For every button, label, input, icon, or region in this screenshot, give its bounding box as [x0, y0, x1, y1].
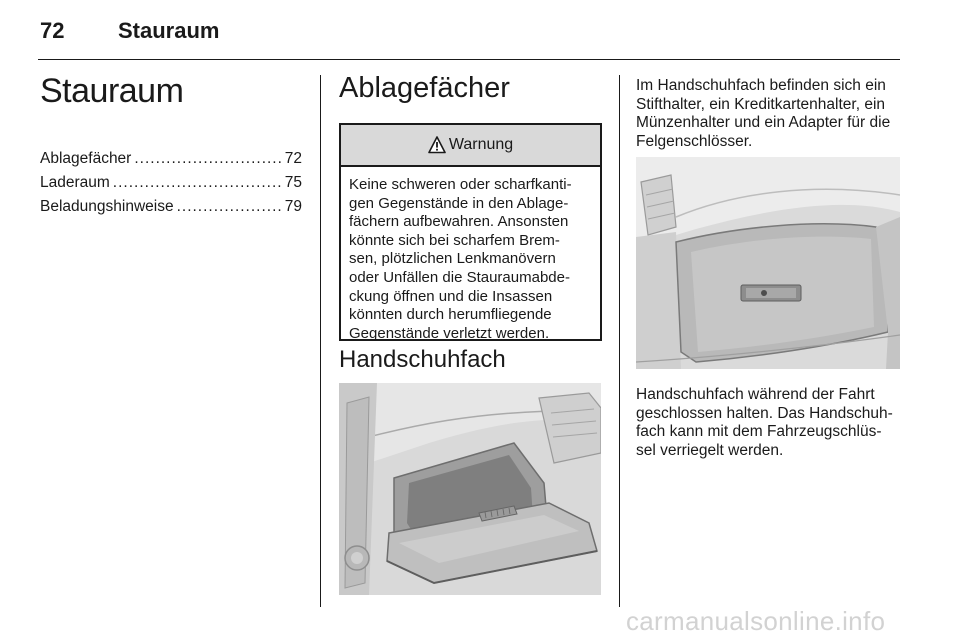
chapter-title: Stauraum — [118, 18, 220, 43]
paragraph-line: Münzenhalter und ein Adapter für die — [636, 114, 891, 132]
toc-leader-dots — [134, 150, 281, 168]
toc-entry-beladungshinweise[interactable] — [40, 198, 302, 222]
warning-body — [341, 167, 600, 343]
glovebox-closed-illustration — [636, 157, 900, 369]
warning-line: ckung öffnen und die Insassen — [349, 287, 553, 305]
paragraph-line: Handschuhfach während der Fahrt — [636, 386, 875, 403]
warning-line: fächern aufbewahren. Ansonsten — [349, 213, 569, 231]
toc-entry-laderaum[interactable] — [40, 174, 302, 198]
section-title: Stauraum — [40, 72, 184, 110]
warning-header — [341, 125, 600, 167]
paragraph-line: Im Handschuhfach befinden sich ein — [636, 77, 886, 94]
toc-page: 79 — [284, 198, 302, 215]
toc-label: Beladungshinweise — [40, 198, 174, 215]
column-divider-right — [619, 75, 620, 607]
warning-line: Gegenstände verletzt werden. — [349, 324, 550, 342]
fahrt-text — [636, 386, 904, 460]
warning-line: oder Unfällen die Stauraumabde- — [349, 268, 570, 286]
toc-page: 72 — [284, 150, 302, 167]
warning-line: sen, plötzlichen Lenkmanövern — [349, 250, 556, 268]
intro-text — [636, 77, 904, 151]
header-rule — [38, 59, 900, 60]
table-of-contents — [40, 150, 302, 222]
page-number: 72 — [40, 18, 65, 43]
warning-box — [339, 123, 602, 341]
paragraph-line: fach kann mit dem Fahrzeugschlüs- — [636, 423, 882, 441]
toc-label: Ablagefächer — [40, 150, 132, 167]
paragraph-line: sel verriegelt werden. — [636, 441, 784, 459]
paragraph-line: geschlossen halten. Das Handschuh- — [636, 404, 893, 422]
toc-leader-dots — [177, 198, 282, 216]
ablage-heading: Ablagefächer — [339, 72, 510, 104]
toc-leader-dots — [113, 174, 282, 192]
paragraph-line: Stifthalter, ein Kreditkartenhalter, ein — [636, 95, 886, 113]
watermark: carmanualsonline.info — [626, 606, 886, 636]
toc-entry-ablagefaecher[interactable] — [40, 150, 302, 174]
warning-triangle-icon — [428, 136, 446, 154]
warning-line: gen Gegenstände in den Ablage- — [349, 194, 569, 212]
warning-line: könnten durch herumfliegende — [349, 306, 552, 324]
toc-page: 75 — [284, 174, 302, 191]
glovebox-open-illustration — [339, 383, 601, 595]
toc-label: Laderaum — [40, 174, 110, 191]
warning-line: Keine schweren oder scharfkanti- — [349, 176, 572, 193]
column-divider-left — [320, 75, 321, 607]
warning-line: könnte sich bei scharfem Brem- — [349, 231, 560, 249]
paragraph-line: Felgenschlösser. — [636, 132, 753, 150]
handschuhfach-heading: Handschuhfach — [339, 346, 506, 373]
warning-title: Warnung — [448, 136, 514, 153]
